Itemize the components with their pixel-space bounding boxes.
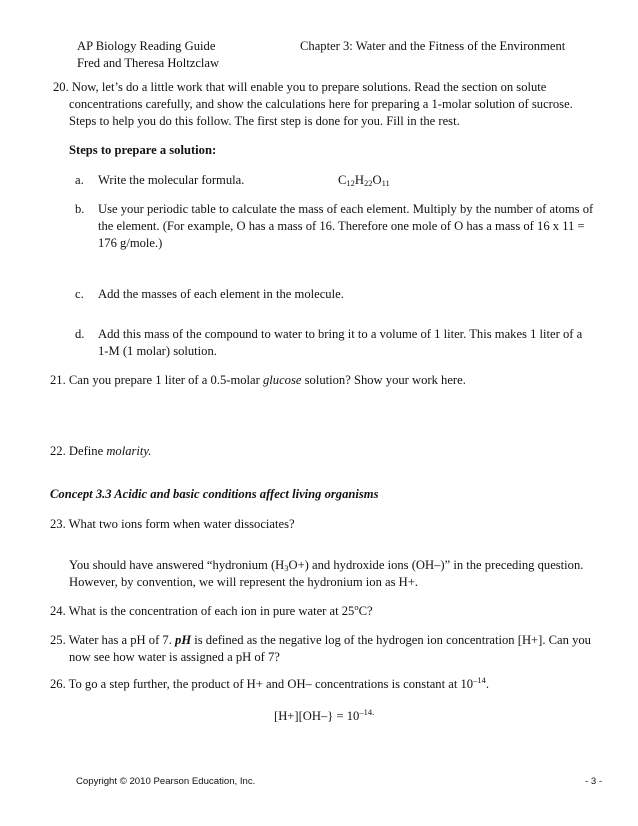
q20-line-1: 20. Now, let’s do a little work that will enable you to prepare solutions. Read the section on solute bbox=[53, 80, 547, 94]
q20-line-3: Steps to help you do this follow. The first step is done for you. Fill in the rest. bbox=[69, 114, 460, 128]
header-chapter: Chapter 3: Water and the Fitness of the Environment bbox=[300, 39, 566, 53]
q25-line-2: now see how water is assigned a pH of 7? bbox=[69, 650, 280, 664]
header-authors: Fred and Theresa Holtzclaw bbox=[77, 56, 220, 70]
step-d-line-1: Add this mass of the compound to water to bring it to a volume of 1 liter. This makes 1 liter of a bbox=[98, 327, 583, 341]
q21-text: 21. Can you prepare 1 liter of a 0.5-molar glucose solution? Show your work here. bbox=[50, 373, 466, 387]
q20-line-2: concentrations carefully, and show the calculations here for preparing a 1-molar solution of sucrose. bbox=[69, 97, 573, 111]
concept-heading: Concept 3.3 Acidic and basic conditions affect living organisms bbox=[50, 487, 379, 501]
step-c-marker: c. bbox=[75, 287, 84, 301]
step-b-line-2: the element. (For example, O has a mass of 16. Therefore one mole of O has a mass of 16 x 11 = bbox=[98, 219, 585, 233]
step-b-line-1: Use your periodic table to calculate the mass of each element. Multiply by the number of atoms of bbox=[98, 202, 594, 216]
step-c-text: Add the masses of each element in the molecule. bbox=[98, 287, 344, 301]
step-a-marker: a. bbox=[75, 173, 84, 187]
footer-page-number: - 3 - bbox=[585, 776, 603, 787]
q23-text: 23. What two ions form when water dissociates? bbox=[50, 517, 295, 531]
q22-text: 22. Define molarity. bbox=[50, 444, 152, 458]
q26-equation: $[H+][OH-\} = 10^{-14.}$ bbox=[274, 707, 375, 723]
steps-heading: Steps to prepare a solution: bbox=[69, 143, 217, 157]
header-title: AP Biology Reading Guide bbox=[77, 39, 216, 53]
sucrose-formula: $C_{12}H_{22}O_{11}$ bbox=[338, 173, 390, 188]
step-d-marker: d. bbox=[75, 327, 85, 341]
step-a-text: Write the molecular formula. bbox=[98, 173, 245, 187]
step-b-marker: b. bbox=[75, 202, 85, 216]
q23-note-line-2: However, by convention, we will represent the hydronium ion as H+. bbox=[69, 575, 418, 589]
q24-text: 24. What is the concentration of each ion in pure water at 25$^o$C? bbox=[50, 602, 373, 618]
footer-copyright: Copyright © 2010 Pearson Education, Inc. bbox=[76, 776, 256, 787]
q26-text: 26. To go a step further, the product of H+ and OH– concentrations is constant at $10^{-14}$. bbox=[50, 675, 489, 691]
q23-note-line-1: You should have answered “hydronium $(H_3O+)$ and hydroxide ions (OH–)” in the preceding question. bbox=[69, 558, 584, 573]
step-b-line-3: 176 g/mole.) bbox=[98, 236, 163, 250]
q25-line-1: 25. Water has a pH of 7. pH is defined as the negative log of the hydrogen ion concentration [H+]. Can you bbox=[50, 633, 591, 647]
step-d-line-2: 1-M (1 molar) solution. bbox=[98, 344, 217, 358]
